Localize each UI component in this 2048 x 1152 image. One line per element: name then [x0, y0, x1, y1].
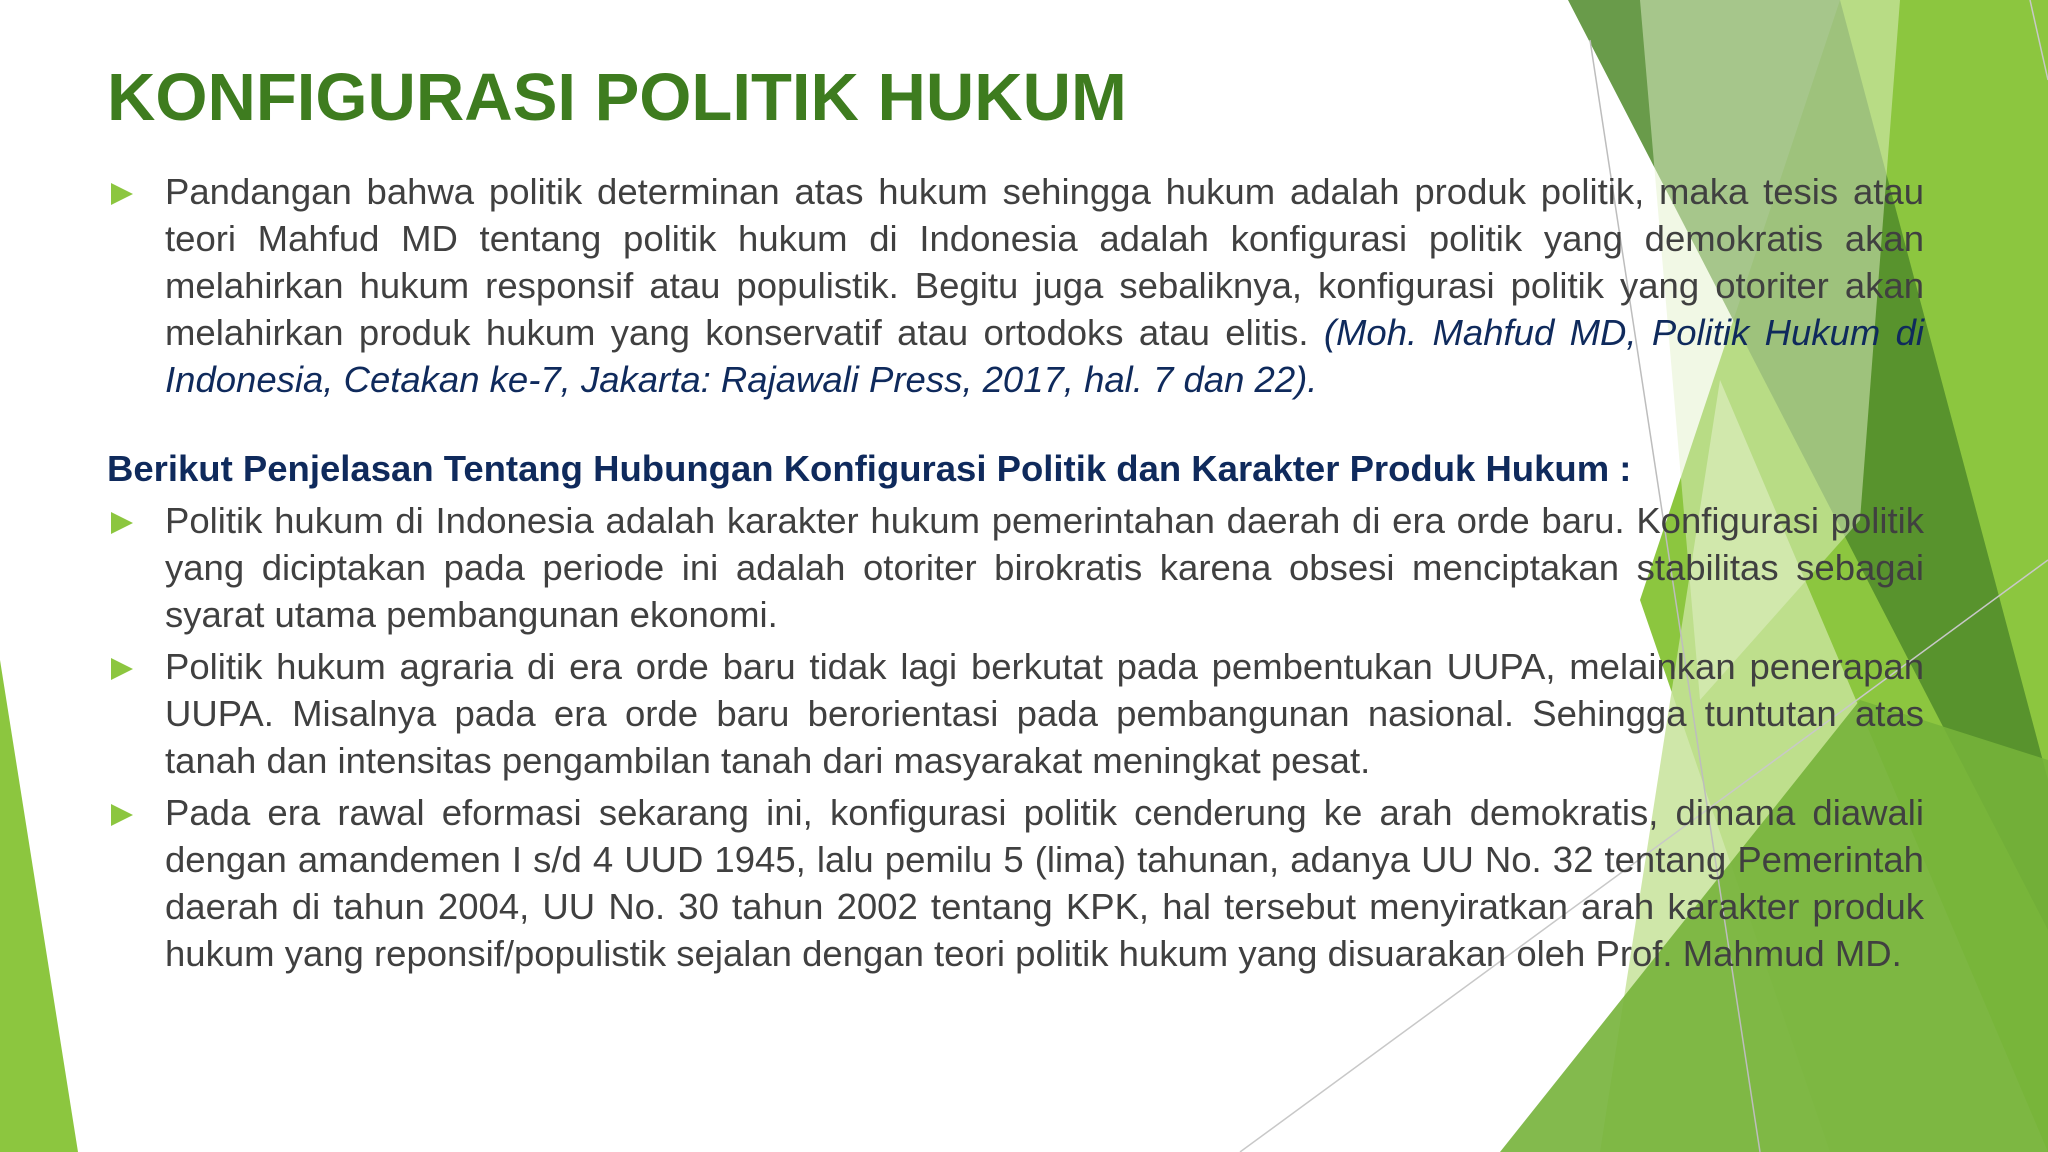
triangle-bullet-icon: [111, 658, 133, 680]
list-item-text: Politik hukum di Indonesia adalah karakter hukum pemerintahan daerah di era orde baru. Konfigurasi politik yang diciptakan pada periode ini adalah otoriter birokratis karena obsesi menciptakan stabilitas sebagai syarat utama pembangunan ekonomi.: [165, 500, 1924, 635]
triangle-bullet-icon: [111, 804, 133, 826]
list-item: [107, 789, 1924, 977]
slide-content: [107, 168, 1924, 977]
intro-paragraph: [107, 168, 1924, 403]
slide-title: KONFIGURASI POLITIK HUKUM: [107, 60, 1127, 135]
triangle-bullet-icon: [111, 183, 133, 205]
list-item: [107, 497, 1924, 638]
list-item: [107, 643, 1924, 784]
section-subheading: Berikut Penjelasan Tentang Hubungan Konfigurasi Politik dan Karakter Produk Hukum :: [107, 448, 1632, 489]
list-item-text: Politik hukum agraria di era orde baru tidak lagi berkutat pada pembentukan UUPA, melainkan penerapan UUPA. Misalnya pada era orde baru berorientasi pada pembangunan nasional. Sehingga tuntutan atas tanah dan intensitas pengambilan tanah dari masyarakat meningkat pesat.: [165, 646, 1924, 781]
list-item-text: Pada era rawal eformasi sekarang ini, konfigurasi politik cenderung ke arah demokratis, dimana diawali dengan amandemen I s/d 4 UUD 1945, lalu pemilu 5 (lima) tahunan, adanya UU No. 32 tentang Pemerintah daerah di tahun 2004, UU No. 30 tahun 2002 tentang KPK, hal tersebut menyiratkan arah karakter produk hukum yang reponsif/populistik sejalan dengan teori politik hukum yang disuarakan oleh Prof. Mahmud MD.: [165, 792, 1924, 974]
intro-text: Pandangan bahwa politik determinan atas hukum sehingga hukum adalah produk politik, maka tesis atau teori Mahfud MD tentang politik hukum di Indonesia adalah konfigurasi politik yang demokratis akan melahirkan hukum responsif atau populistik. Begitu juga sebaliknya, konfigurasi politik yang otoriter akan melahirkan produk hukum yang konservatif atau ortodoks atau elitis.: [165, 171, 1924, 353]
triangle-bullet-icon: [111, 512, 133, 534]
deco-left-sliver: [0, 660, 78, 1152]
intro-citation: (Moh. Mahfud MD, Politik Hukum di Indonesia, Cetakan ke-7, Jakarta: Rajawali Press, 2017, hal. 7 dan 22).: [165, 312, 1924, 400]
